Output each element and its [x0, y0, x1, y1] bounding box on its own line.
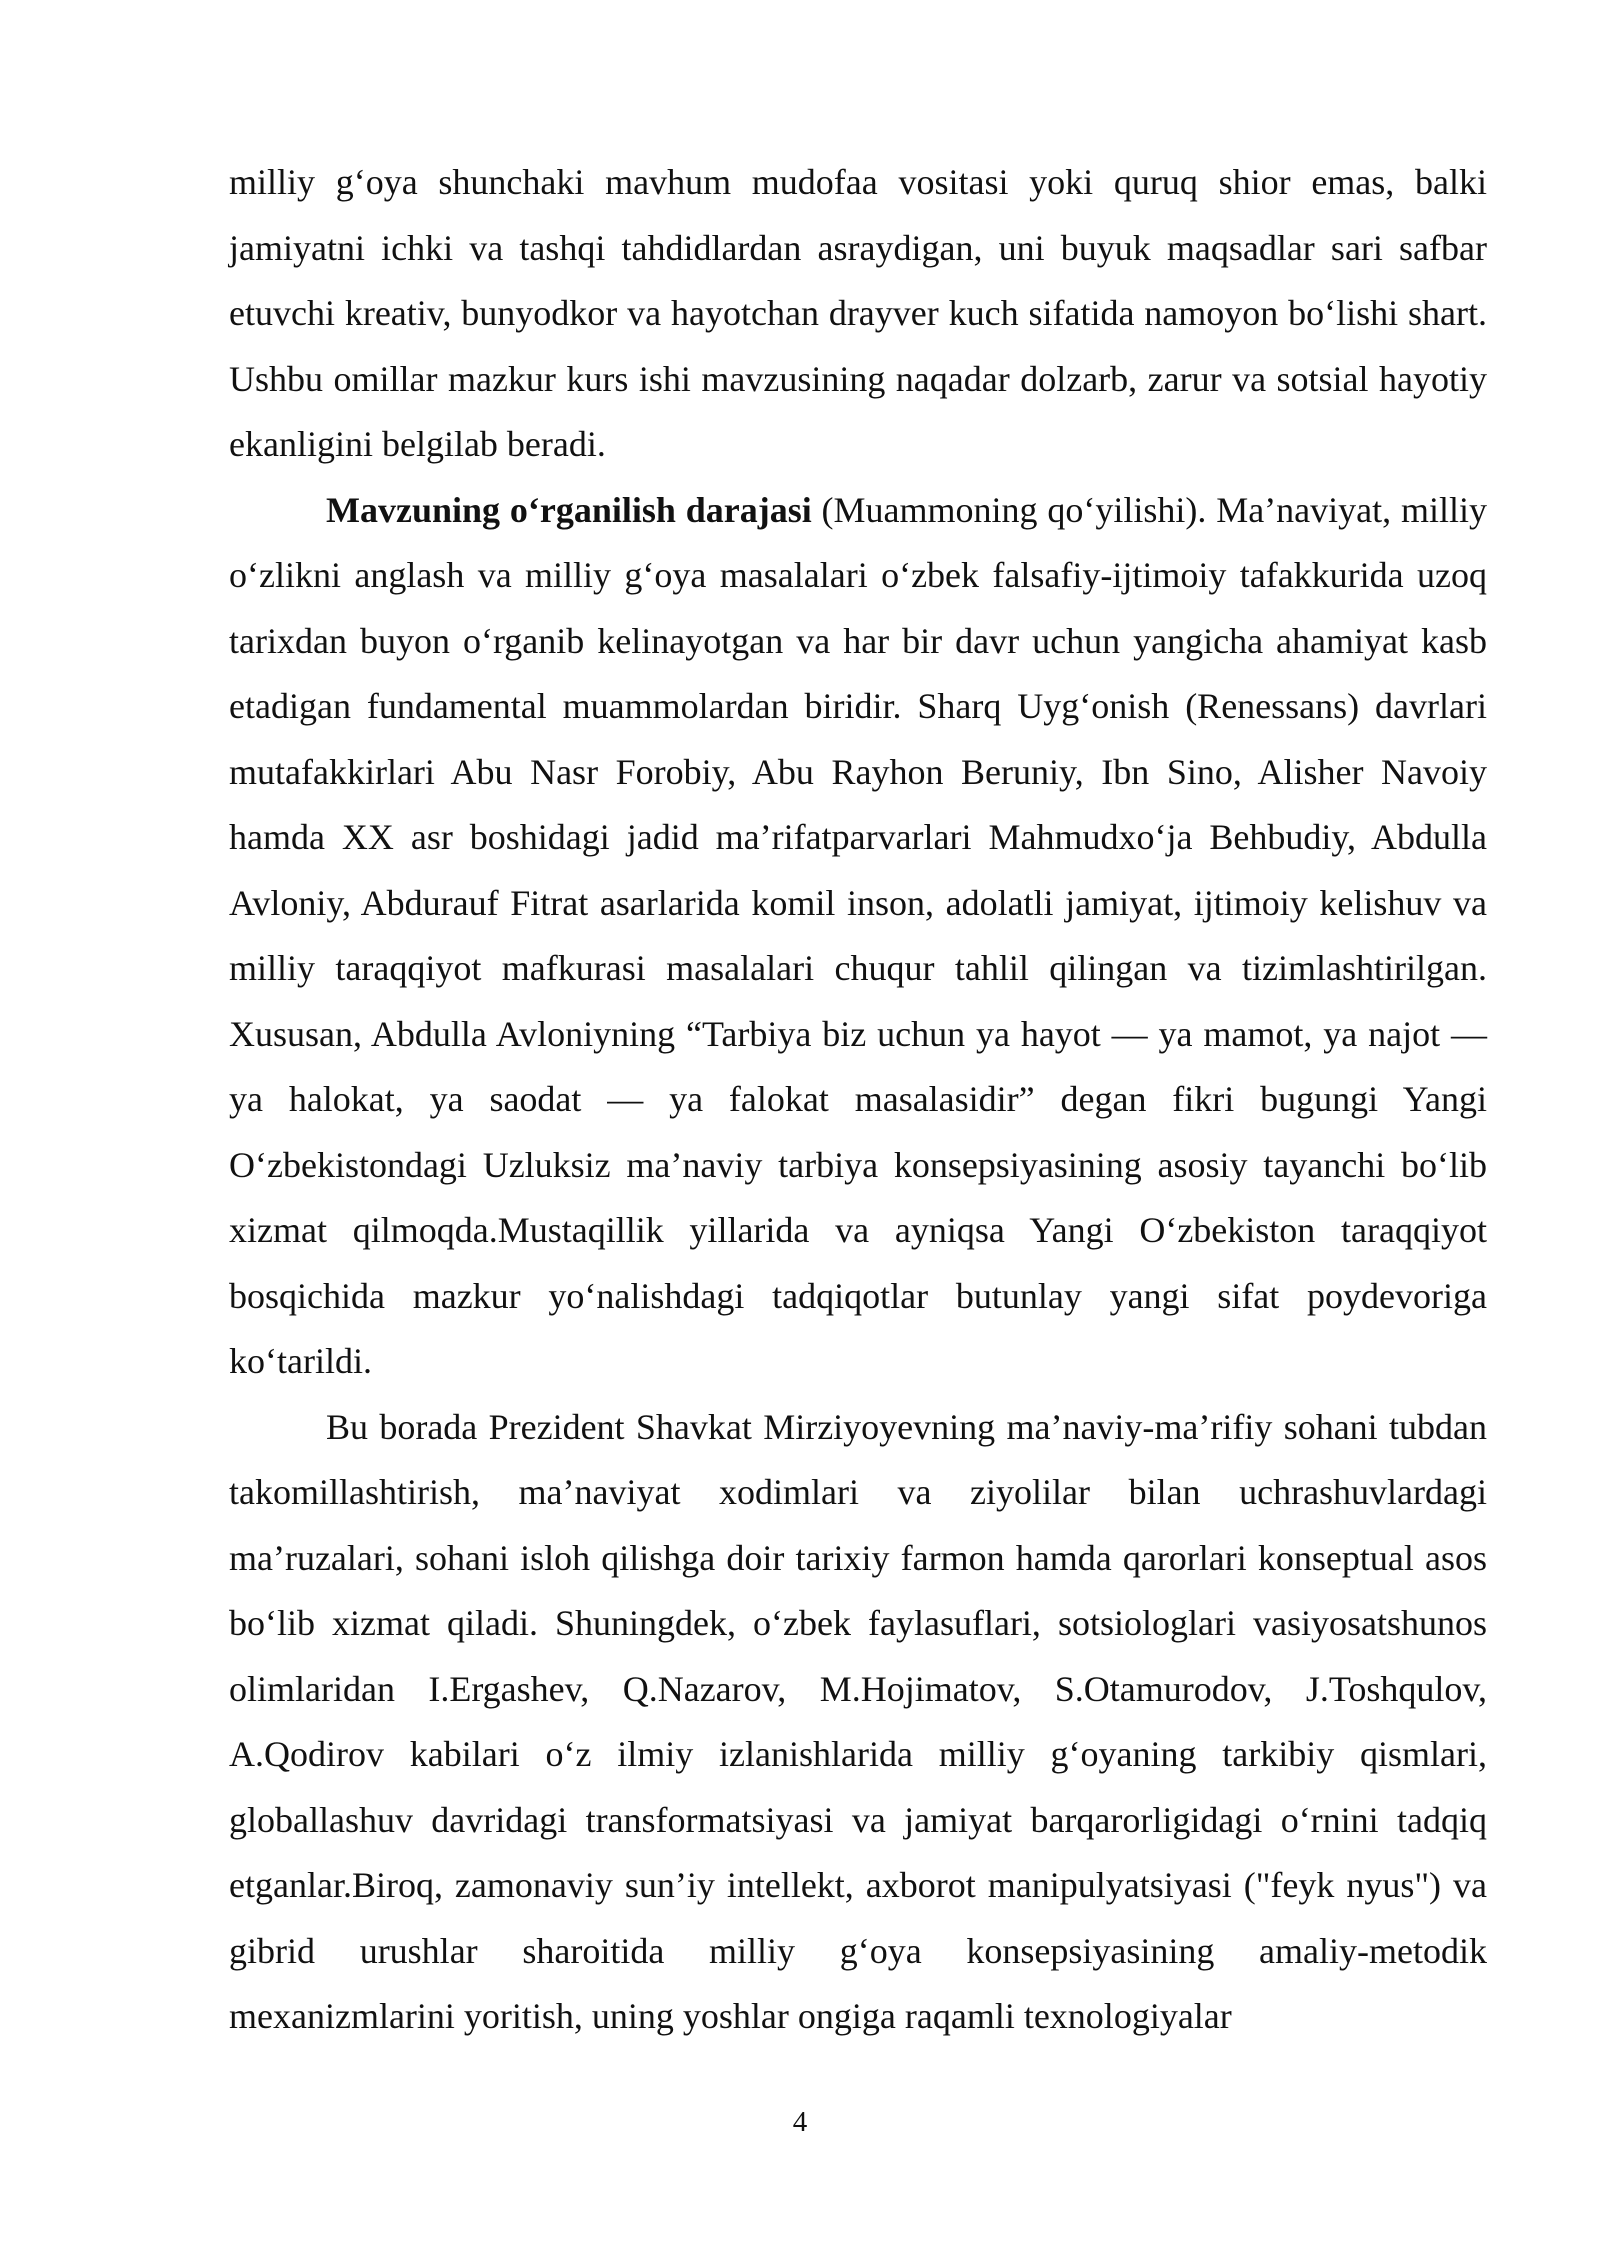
paragraph-study-degree-text: (Muammoning qo‘yilishi). Ma’naviyat, milliy o‘zlikni anglash va milliy g‘oya masalalari o‘zbek falsafiy-ijtimoiy tafakkurida uzoq tarixdan buyon o‘rganib kelinayotgan va har bir davr uchun yangicha ahamiyat kasb etadigan fundamental muammolardan biridir. Sharq Uyg‘onish (Renessans) davrlari mutafakkirlari Abu Nasr Forobiy, Abu Rayhon Beruniy, Ibn Sino, Alisher Navoiy hamda XX asr boshidagi jadid ma’rifatparvarlari Mahmudxo‘ja Behbudiy, Abdulla Avloniy, Abdurauf Fitrat asarlarida komil inson, adolatli jamiyat, ijtimoiy kelishuv va milliy taraqqiyot mafkurasi masalalari chuqur tahlil qilingan va tizimlashtirilgan. Xususan, Abdulla Avloniyning “Tarbiya biz uchun ya hayot — ya mamot, ya najot — ya halokat, ya saodat — ya falokat masalasidir” degan fikri bugungi Yangi O‘zbekistondagi Uzluksiz ma’naviy tarbiya konsepsiyasining asosiy tayanchi bo‘lib xizmat qilmoqda.Mustaqillik yillarida va ayniqsa Yangi O‘zbekiston taraqqiyot bosqichida mazkur yo‘nalishdagi tadqiqotlar butunlay yangi sifat poydevoriga ko‘tarildi. [229, 489, 1487, 1381]
paragraph-continuation: milliy g‘oya shunchaki mavhum mudofaa vositasi yoki quruq shior emas, balki jamiyatni ichki va tashqi tahdidlardan asraydigan, uni buyuk maqsadlar sari safbar etuvchi kreativ, bunyodkor va hayotchan drayver kuch sifatida namoyon bo‘lishi shart. Ushbu omillar mazkur kurs ishi mavzusining naqadar dolzarb, zarur va sotsial hayotiy ekanligini belgilab beradi. [229, 162, 1487, 464]
page-number: 4 [792, 2106, 808, 2138]
body-text [229, 150, 1487, 2050]
paragraph-president-works: Bu borada Prezident Shavkat Mirziyoyevning ma’naviy-ma’rifiy sohani tubdan takomillashtirish, ma’naviyat xodimlari va ziyolilar bilan uchrashuvlardagi ma’ruzalari, sohani isloh qilishga doir tarixiy farmon hamda qarorlari konseptual asos bo‘lib xizmat qiladi. Shuningdek, o‘zbek faylasuflari, sotsiologlari vasiyosatshunos olimlaridan I.Ergashev, Q.Nazarov, M.Hojimatov, S.Otamurodov, J.Toshqulov, A.Qodirov kabilari o‘z ilmiy izlanishlarida milliy g‘oyaning tarkibiy qismlari, globallashuv davridagi transformatsiyasi va jamiyat barqarorligidagi o‘rnini tadqiq etganlar.Biroq, zamonaviy sun’iy intellekt, axborot manipulyatsiyasi ("feyk nyus") va gibrid urushlar sharoitida milliy g‘oya konsepsiyasining amaliy-metodik mexanizmlarini yoritish, uning yoshlar ongiga raqamli texnologiyalar [229, 1406, 1487, 2036]
paragraph-study-degree [229, 478, 1487, 1395]
section-heading-study-degree: Mavzuning o‘rganilish darajasi [326, 489, 812, 530]
